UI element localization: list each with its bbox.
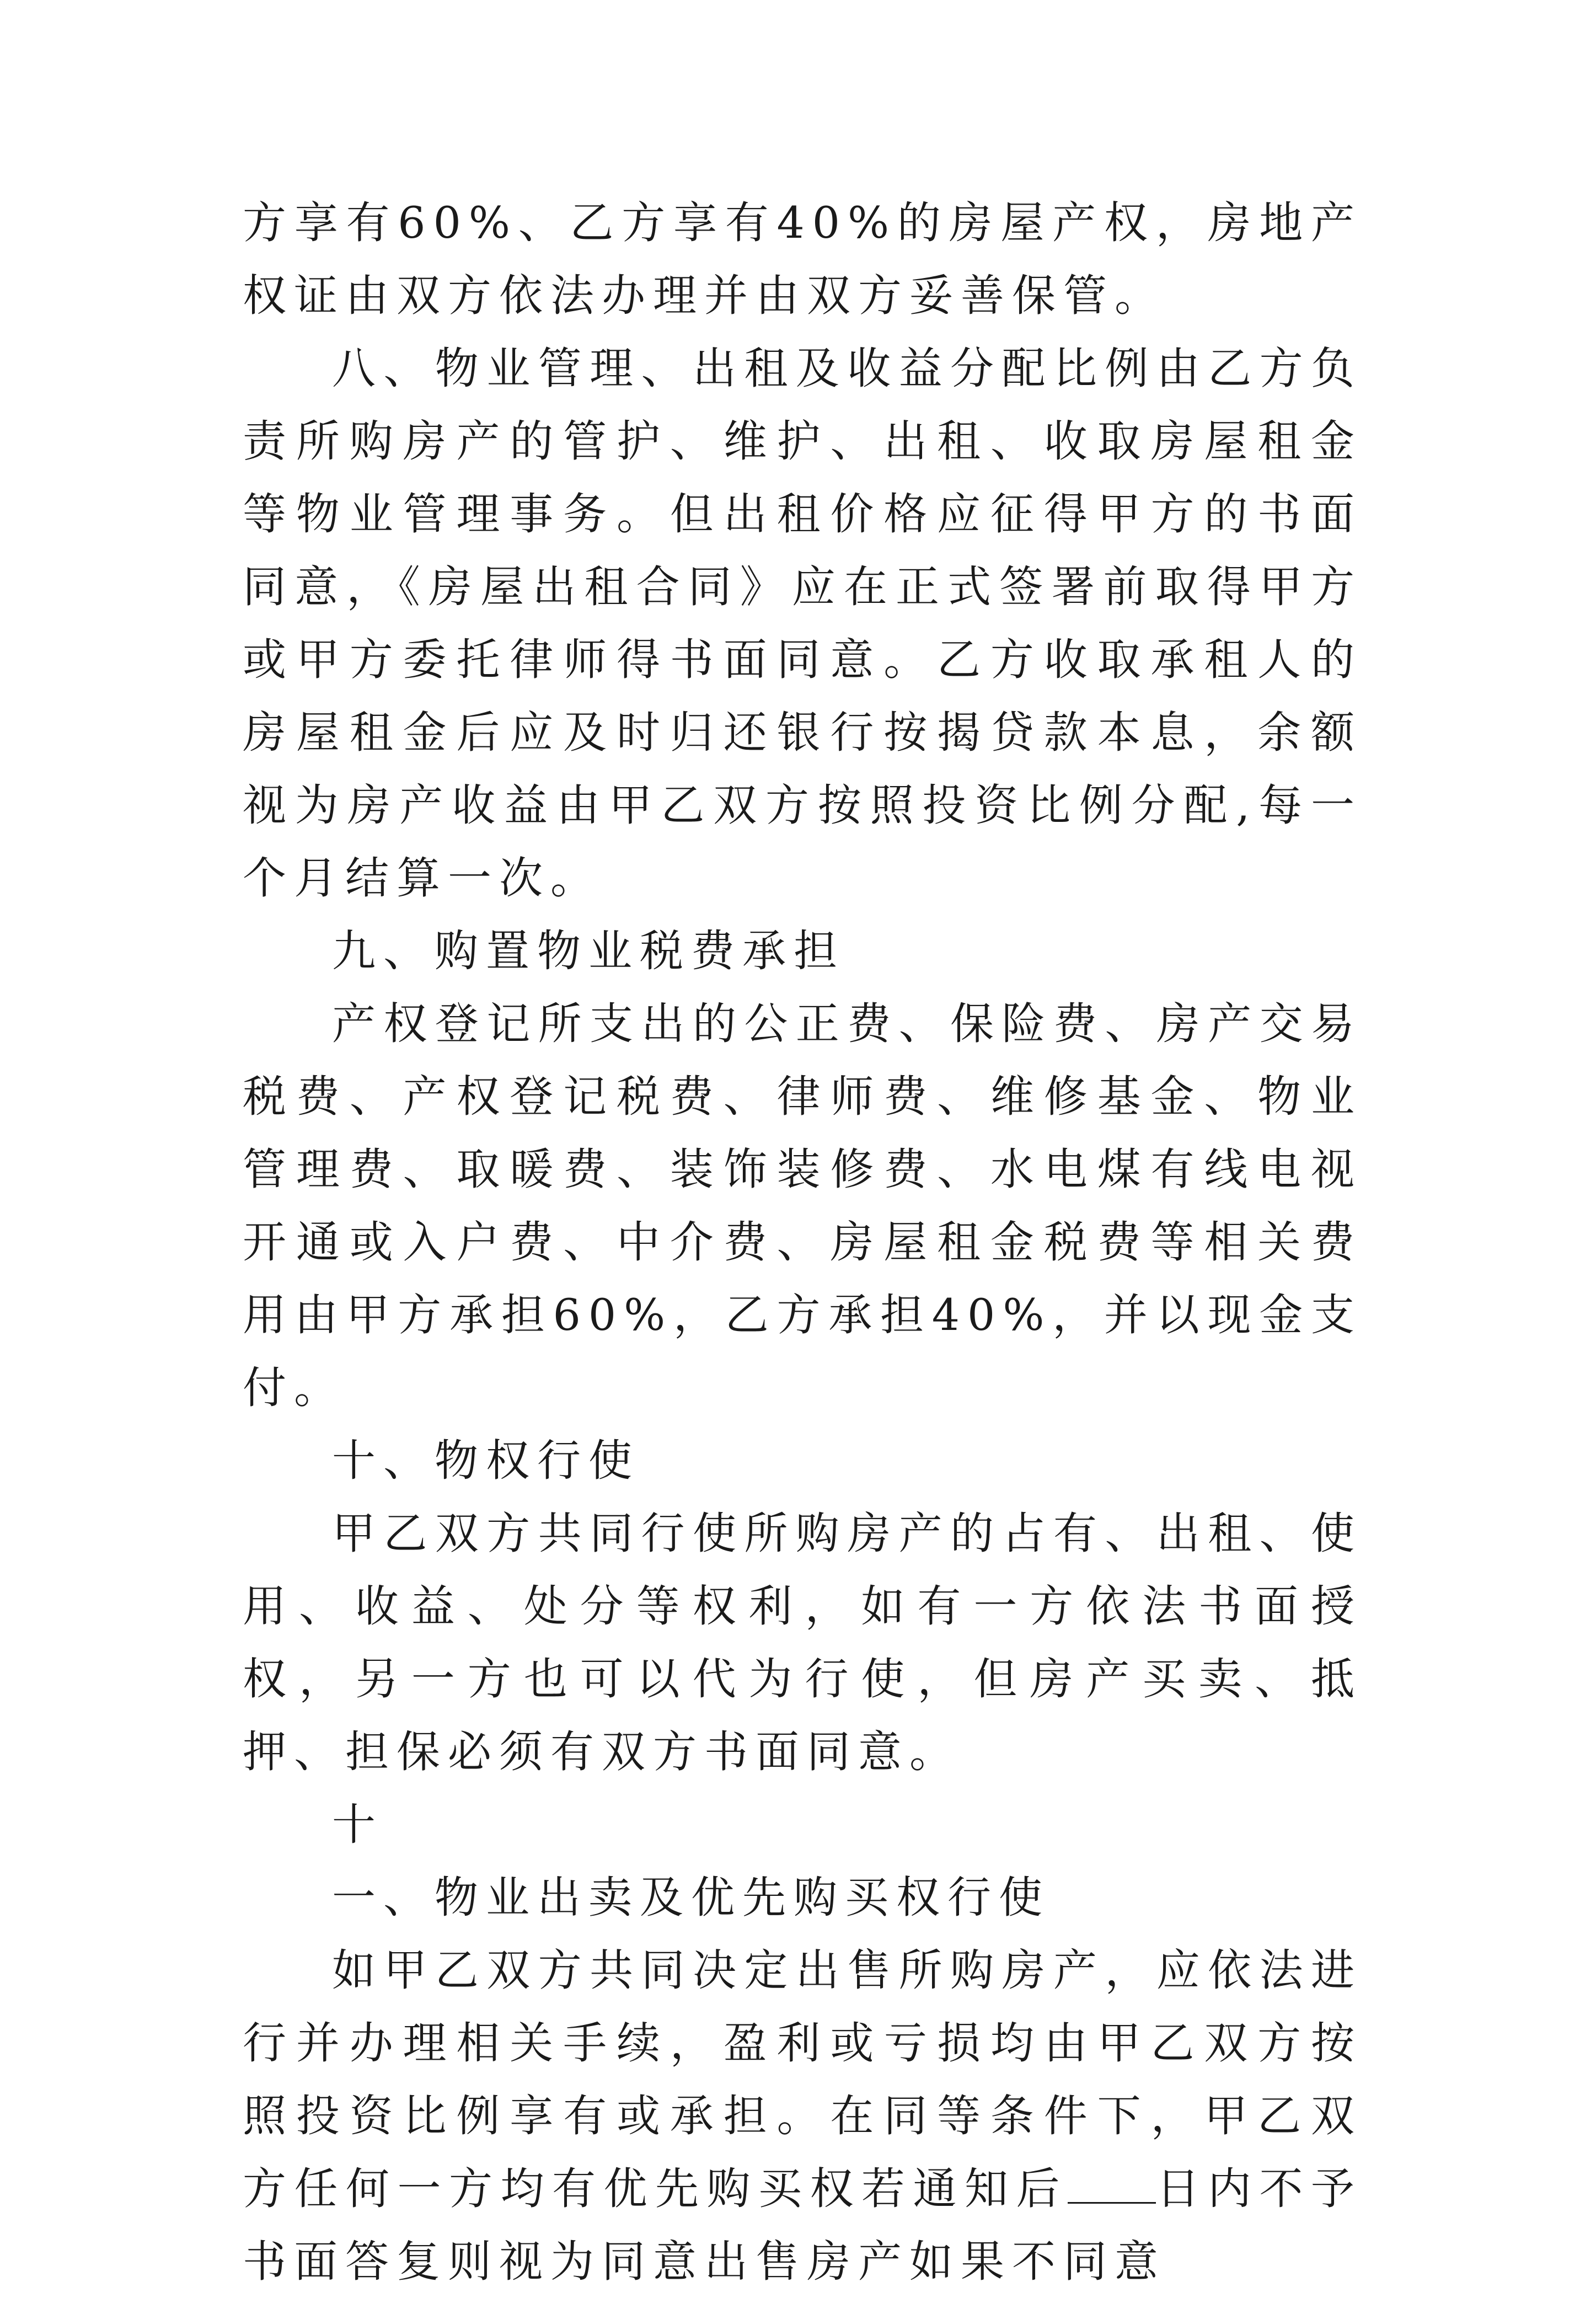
paragraph-continuation: 方享有60%、乙方享有40%的房屋产权，房地产权证由双方依法办理并由双方妥善保管。	[243, 197, 1362, 321]
section-11-text-start: 如甲乙双方共同决定出售所购房产，应依法进行并办理相关手续，盈利或亏损均由甲乙双方按照投资比例享有或承担。在同等条件下，甲乙双方任何一方均有优先购买权若通知后	[243, 1945, 1362, 2214]
section-9-heading: 九、购置物业税费承担	[332, 926, 845, 976]
section-9-paragraph: 产权登记所支出的公正费、保险费、房产交易税费、产权登记税费、律师费、维修基金、物业管理费、取暖费、装饰装修费、水电煤有线电视开通或入户费、中介费、房屋租金税费等相关费用由甲方承担60%，乙方承担40%，并以现金支付。	[243, 998, 1362, 1413]
section-11-heading-part-2: 一、物业出卖及优先购买权行使	[332, 1872, 1050, 1923]
section-8-paragraph: 八、物业管理、出租及收益分配比例由乙方负责所购房产的管护、维护、出租、收取房屋租金等物业管理事务。但出租价格应征得甲方的书面同意，《房屋出租合同》应在正式签署前取得甲方或甲方委托律师得书面同意。乙方收取承租人的房屋租金后应及时归还银行按揭贷款本息，余额视为房产收益由甲乙双方按照投资比例分配,每一个月结算一次。	[243, 343, 1362, 904]
section-11-text-end: 日内不予书面答复则视为同意出售房产如果不同意	[243, 2163, 1362, 2287]
section-10-paragraph: 甲乙双方共同行使所购房产的占有、出租、使用、收益、处分等权利，如有一方依法书面授权，另一方也可以代为行使，但房产买卖、抵押、担保必须有双方书面同意。	[243, 1508, 1362, 1777]
section-11-paragraph	[243, 1934, 1362, 2298]
document-body	[243, 186, 1362, 2298]
section-11-heading-part-1: 十	[332, 1799, 383, 1850]
fill-in-blank-days	[1068, 2166, 1156, 2204]
section-10-heading: 十、物权行使	[332, 1435, 640, 1486]
